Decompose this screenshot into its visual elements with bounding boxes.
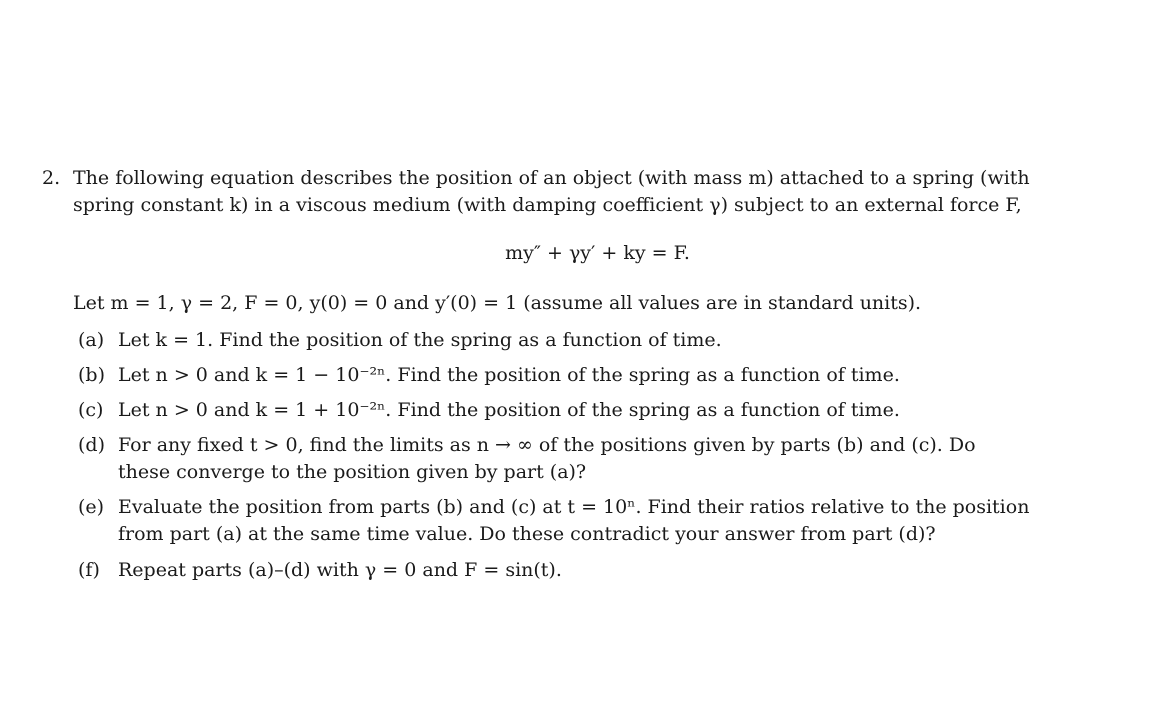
- part-e-label: (e): [78, 496, 105, 518]
- part-c-label: (c): [78, 399, 104, 421]
- part-a-label: (a): [78, 329, 105, 351]
- part-c-text: Let n > 0 and k = 1 + 10⁻²ⁿ. Find the position of the spring as a function of time.: [118, 399, 900, 421]
- part-e-text-line-2: from part (a) at the same time value. Do these contradict your answer from part (d)?: [118, 523, 936, 545]
- part-a-text: Let k = 1. Find the position of the spring as a function of time.: [118, 329, 722, 351]
- display-equation: my″ + γy′ + ky = F.: [505, 242, 690, 264]
- part-d-text-line-1: For any fixed t > 0, find the limits as n → ∞ of the positions given by parts (b) and (c). Do: [118, 434, 976, 456]
- problem-intro-line-2: spring constant k) in a viscous medium (with damping coefficient γ) subject to an external force F,: [73, 194, 1022, 216]
- part-b-label: (b): [78, 364, 105, 386]
- problem-number: 2.: [42, 167, 61, 189]
- problem-intro-line-1: The following equation describes the position of an object (with mass m) attached to a spring (with: [73, 167, 1030, 189]
- given-conditions: Let m = 1, γ = 2, F = 0, y(0) = 0 and y′(0) = 1 (assume all values are in standard units).: [73, 292, 922, 314]
- part-e-text-line-1: Evaluate the position from parts (b) and (c) at t = 10ⁿ. Find their ratios relative to the position: [118, 496, 1030, 518]
- part-f-text: Repeat parts (a)–(d) with γ = 0 and F = sin(t).: [118, 559, 562, 581]
- part-f-label: (f): [78, 559, 100, 581]
- part-d-label: (d): [78, 434, 105, 456]
- part-d-text-line-2: these converge to the position given by part (a)?: [118, 461, 587, 483]
- part-b-text: Let n > 0 and k = 1 − 10⁻²ⁿ. Find the position of the spring as a function of time.: [118, 364, 900, 386]
